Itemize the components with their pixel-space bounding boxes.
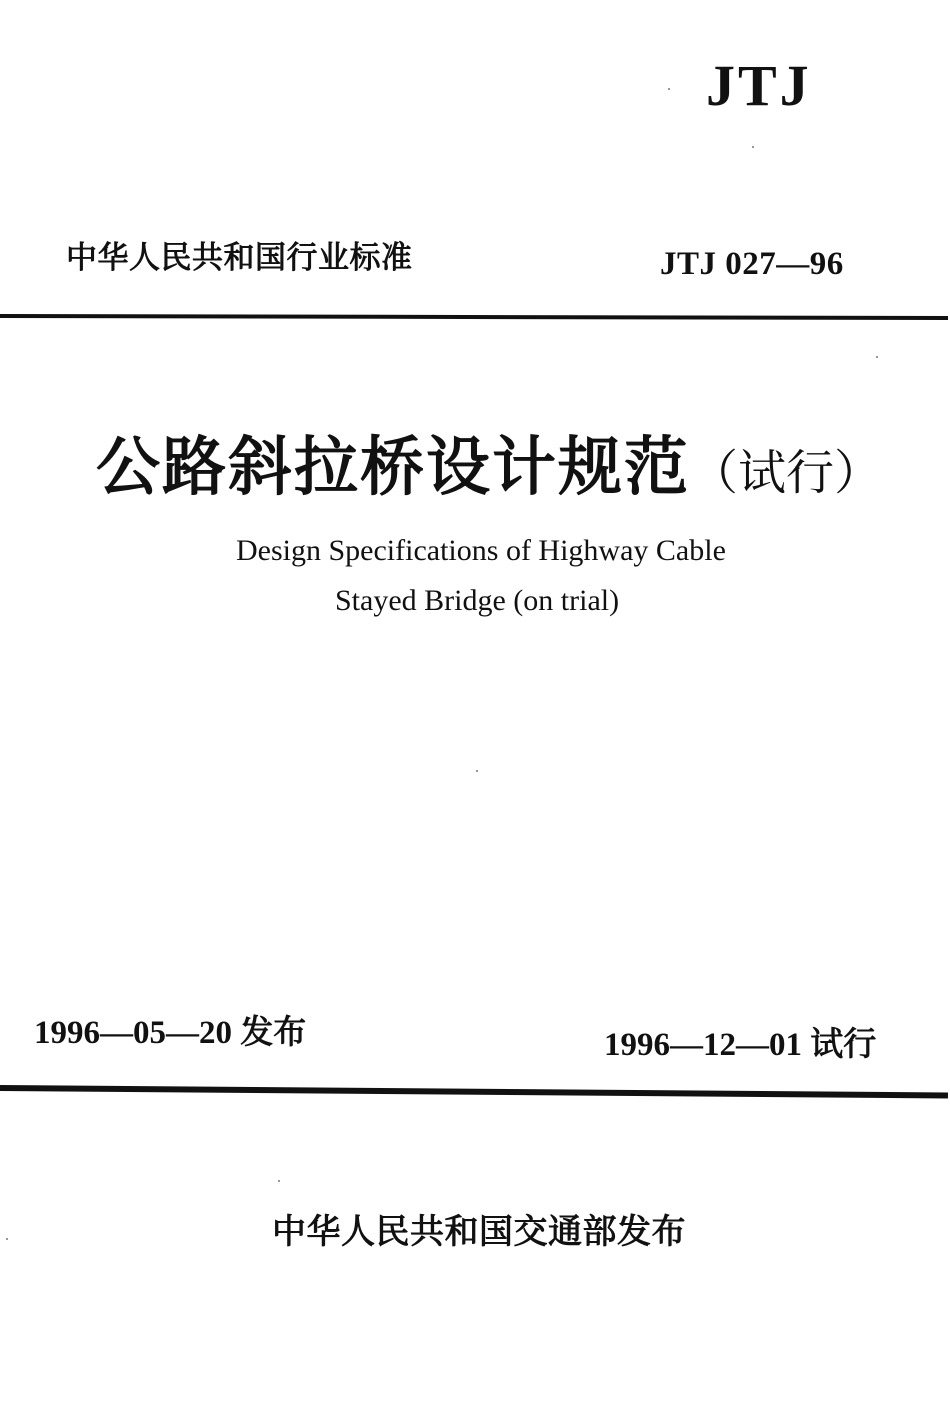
scan-speck: [876, 356, 878, 358]
title-chinese: [96, 416, 882, 508]
scan-speck: [476, 770, 478, 772]
series-code: JTJ: [706, 53, 812, 118]
bottom-divider: [0, 1085, 948, 1098]
title-chinese-suffix: （试行）: [690, 445, 883, 501]
standard-number: JTJ 027—96: [660, 246, 844, 282]
title-english-line2: Stayed Bridge (on trial): [335, 584, 620, 617]
scan-speck: [6, 1238, 8, 1240]
industry-standard-label: 中华人民共和国行业标准: [66, 240, 413, 276]
trial-date: 1996—12—01 试行: [604, 1027, 877, 1063]
issue-date: 1996—05—20 发布: [34, 1015, 307, 1051]
title-chinese-main: 公路斜拉桥设计规范: [96, 430, 690, 505]
scan-speck: [752, 146, 754, 148]
top-divider: [0, 314, 948, 320]
publisher: 中华人民共和国交通部发布: [272, 1212, 686, 1252]
scan-speck: [668, 88, 670, 90]
scan-speck: [278, 1180, 280, 1182]
title-english-line1: Design Specifications of Highway Cable: [236, 534, 726, 567]
